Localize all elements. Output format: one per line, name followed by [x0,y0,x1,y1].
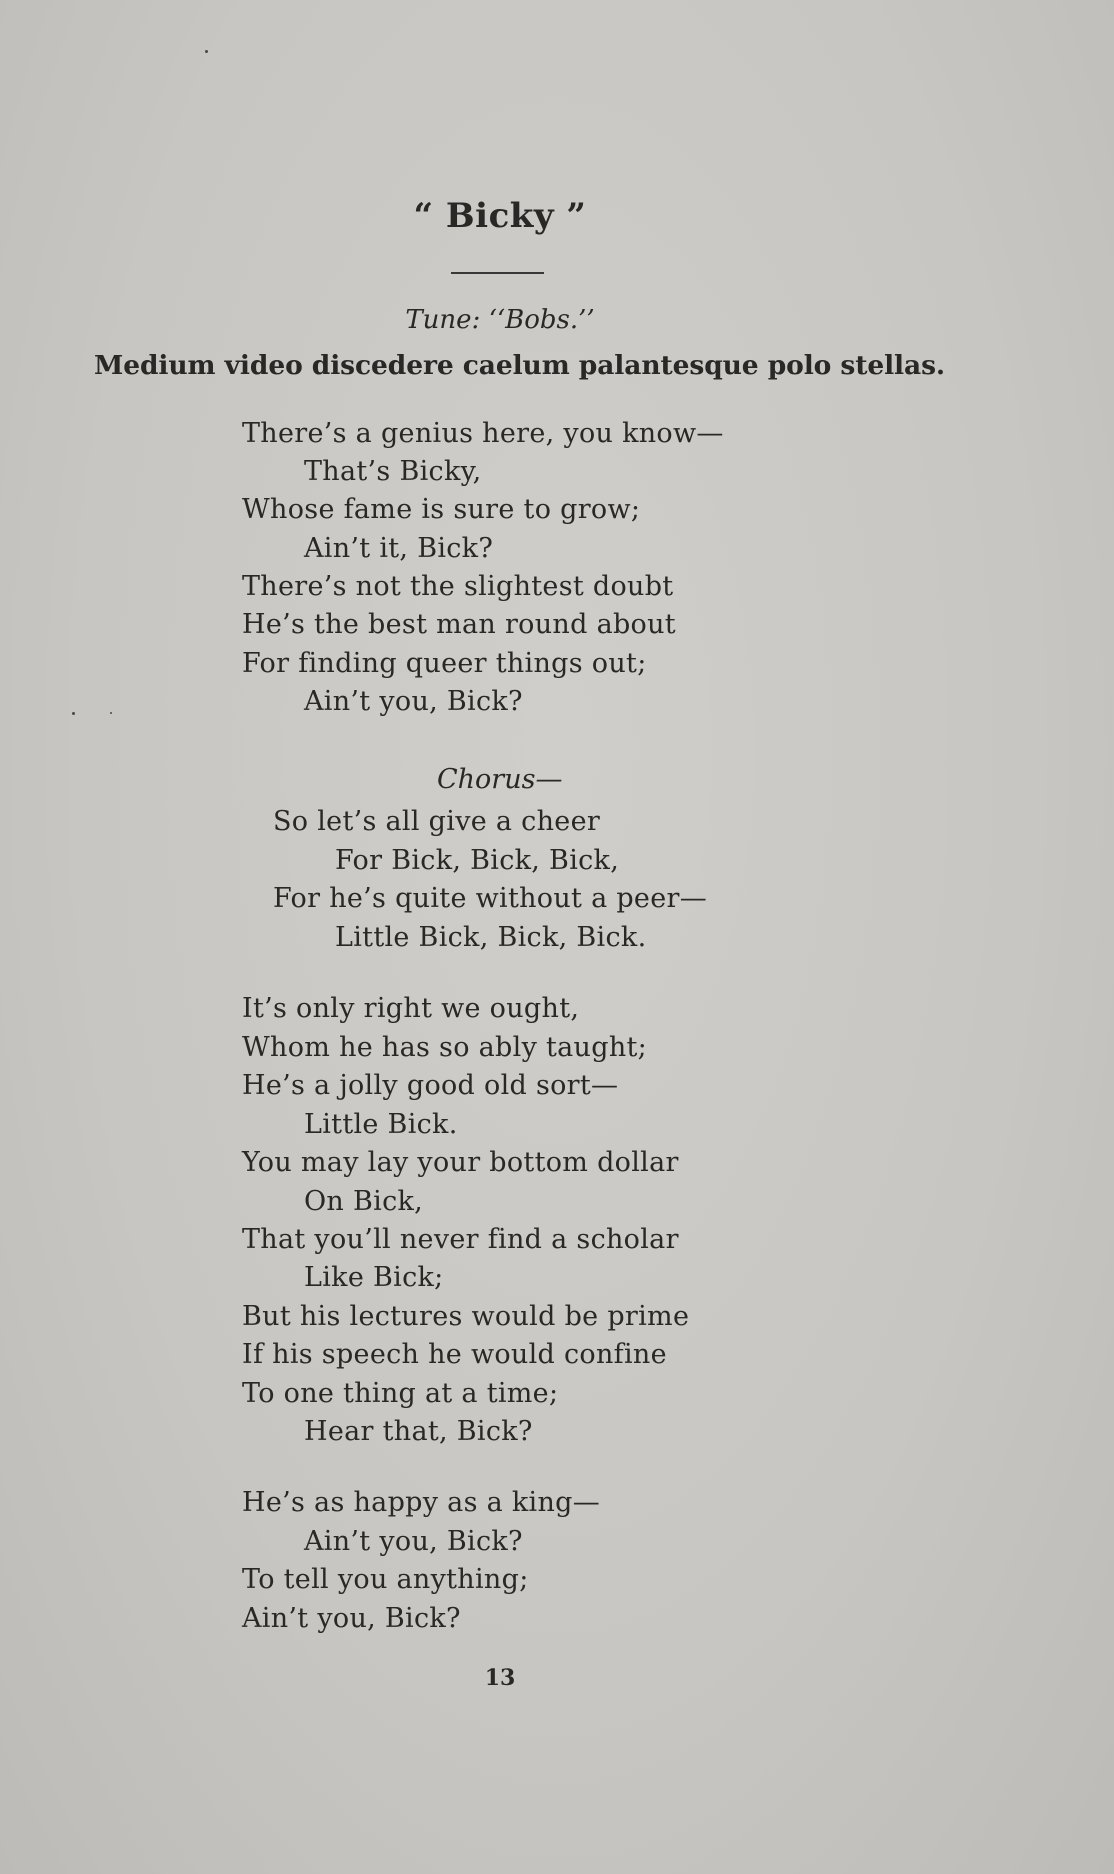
verse2-line: On Bick, [304,1186,424,1217]
verse2-line: That you’ll never find a scholar [242,1224,679,1255]
verse2-line: To one thing at a time; [242,1378,559,1409]
verse1-line: That’s Bicky, [304,456,482,487]
verse1-line: Whose fame is sure to grow; [242,494,641,525]
page-number: 13 [484,1665,516,1691]
title-rule [451,272,544,274]
chorus-line: Little Bick, Bick, Bick. [335,922,647,953]
verse1-line: For finding queer things out; [242,648,647,679]
chorus-label: Chorus— [437,764,563,795]
tune-line: Tune: ‘‘Bobs.’’ [405,305,595,335]
print-speck [72,712,75,715]
poem-title: “ Bicky ” [413,196,587,236]
verse3-line: Ain’t you, Bick? [242,1603,461,1634]
verse2-line: But his lectures would be prime [242,1301,690,1332]
chorus-line: So let’s all give a cheer [273,806,601,837]
chorus-line: For he’s quite without a peer— [273,883,707,914]
verse3-line: Ain’t you, Bick? [304,1526,523,1557]
verse2-line: If his speech he would confine [242,1339,667,1370]
verse2-line: Hear that, Bick? [304,1416,533,1447]
verse2-line: It’s only right we ought, [242,993,580,1024]
print-speck [110,712,112,714]
verse1-line: Ain’t you, Bick? [304,686,523,717]
verse3-line: To tell you anything; [242,1564,529,1595]
verse2-line: Little Bick. [304,1109,458,1140]
verse1-line: There’s not the slightest doubt [242,571,674,602]
verse1-line: He’s the best man round about [242,609,676,640]
epigraph: Medium video discedere caelum palantesque polo stellas. [94,350,946,381]
print-speck [205,50,208,53]
verse3-line: He’s as happy as a king— [242,1487,601,1518]
verse2-line: Whom he has so ably taught; [242,1032,648,1063]
verse1-line: There’s a genius here, you know— [242,418,724,449]
verse2-line: Like Bick; [304,1262,444,1293]
verse2-line: He’s a jolly good old sort— [242,1070,619,1101]
verse2-line: You may lay your bottom dollar [242,1147,679,1178]
chorus-line: For Bick, Bick, Bick, [335,845,620,876]
verse1-line: Ain’t it, Bick? [304,533,494,564]
